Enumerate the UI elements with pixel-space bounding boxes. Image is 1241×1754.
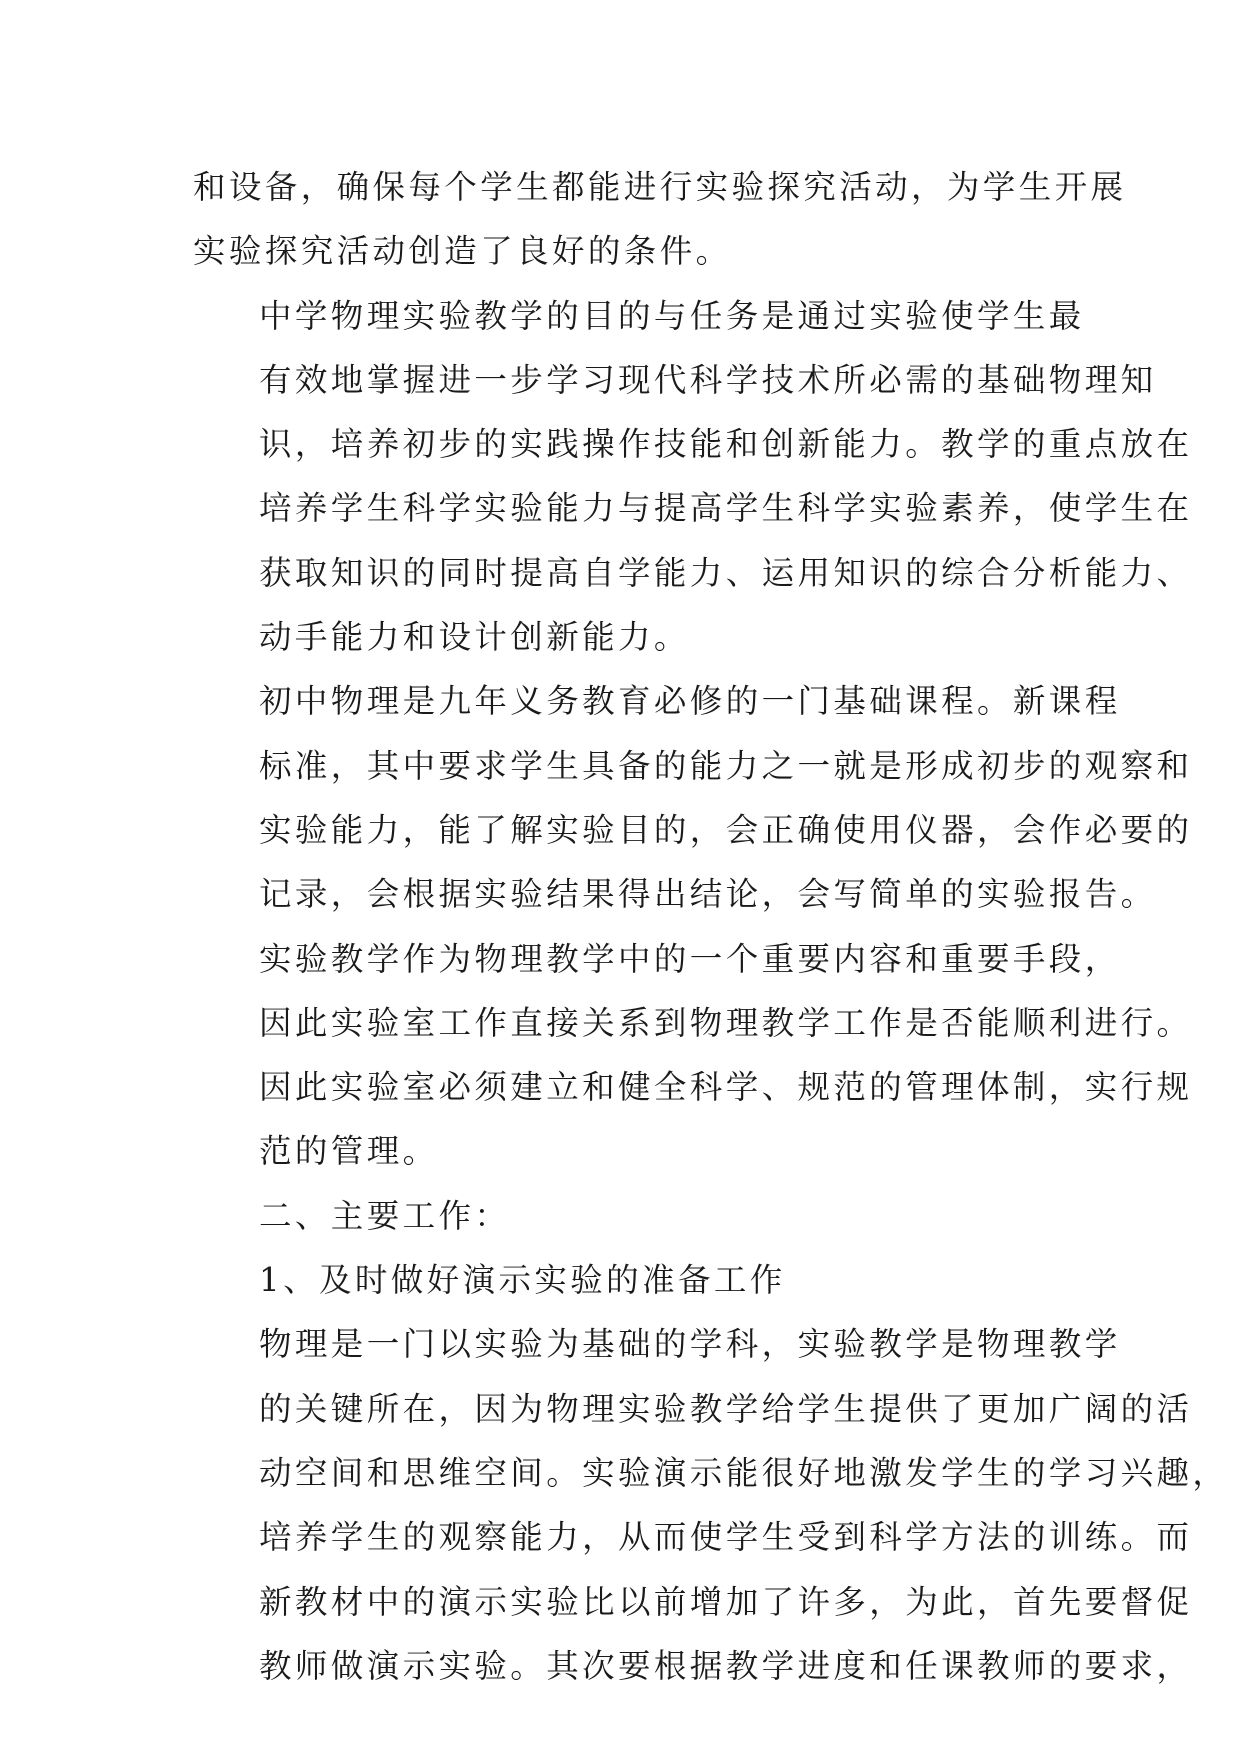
text-line: 物理是一门以实验为基础的学科，实验教学是物理教学 — [259, 1325, 1121, 1364]
text-line: 初中物理是九年义务教育必修的一门基础课程。新课程 — [259, 682, 1121, 721]
text-line: 1、及时做好演示实验的准备工作 — [259, 1261, 786, 1300]
text-line: 的关键所在，因为物理实验教学给学生提供了更加广阔的活 — [259, 1389, 1193, 1428]
paragraph — [193, 155, 1127, 284]
text-line: 中学物理实验教学的目的与任务是通过实验使学生最 — [259, 296, 1085, 335]
paragraph — [193, 1312, 1229, 1698]
text-line: 培养学生科学实验能力与提高学生科学实验素养，使学生在 — [259, 489, 1193, 528]
text-line: 教师做演示实验。其次要根据教学进度和任课教师的要求， — [259, 1646, 1193, 1685]
text-line: 二、主要工作： — [259, 1196, 511, 1235]
text-line: 动空间和思维空间。实验演示能很好地激发学生的学习兴趣， — [259, 1453, 1229, 1492]
text-line: 标准，其中要求学生具备的能力之一就是形成初步的观察和 — [259, 746, 1193, 785]
text-line: 范的管理。 — [259, 1132, 439, 1171]
text-line: 获取知识的同时提高自学能力、运用知识的综合分析能力、 — [259, 553, 1193, 592]
paragraph — [193, 669, 1193, 926]
text-line: 识，培养初步的实践操作技能和创新能力。教学的重点放在 — [259, 425, 1193, 464]
text-line: 动手能力和设计创新能力。 — [259, 618, 690, 657]
text-line: 和设备，确保每个学生都能进行实验探究活动，为学生开展 — [193, 168, 1127, 206]
paragraph — [193, 1184, 1063, 1248]
text-line: 实验探究活动创造了良好的条件。 — [193, 232, 732, 271]
text-line: 实验能力，能了解实验目的，会正确使用仪器，会作必要的 — [259, 810, 1193, 849]
text-line: 实验教学作为物理教学中的一个重要内容和重要手段， — [259, 939, 1121, 978]
document-body — [193, 155, 1229, 1698]
paragraph — [193, 927, 1193, 1184]
text-line: 培养学生的观察能力，从而使学生受到科学方法的训练。而 — [259, 1518, 1193, 1557]
text-line: 因此实验室工作直接关系到物理教学工作是否能顺利进行。 — [259, 1003, 1193, 1042]
paragraph — [193, 284, 1193, 670]
paragraph — [193, 1248, 1063, 1312]
text-line: 因此实验室必须建立和健全科学、规范的管理体制，实行规 — [259, 1068, 1193, 1107]
text-line: 记录，会根据实验结果得出结论，会写简单的实验报告。 — [259, 875, 1157, 914]
text-line: 有效地掌握进一步学习现代科学技术所必需的基础物理知 — [259, 360, 1157, 399]
text-line: 新教材中的演示实验比以前增加了许多，为此，首先要督促 — [259, 1582, 1193, 1621]
